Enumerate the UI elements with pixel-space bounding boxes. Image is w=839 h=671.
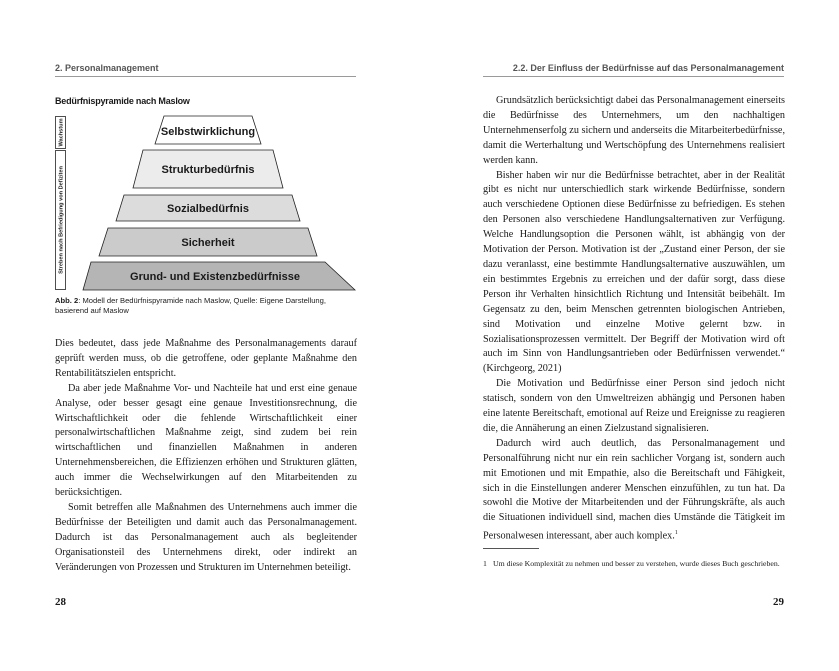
side-label-deficit: Streben nach Befriedigung von Defiziten (58, 166, 65, 274)
paragraph: Somit betreffen alle Maßnahmen des Unternehmens auch immer die Bedürfnisse der Beteiligten und damit auch das Personalmanagement. Dadurch ist das Personalmanagement auch als begleitender Organisationsteil des Unternehmens direkt, oder indirekt an Veränderungen von Prozessen und Strukturen im Unternehmen beteiligt. (55, 501, 357, 573)
page-number-left: 28 (55, 596, 66, 608)
running-header-left: 2. Personalmanagement (55, 63, 159, 73)
figure-caption (55, 296, 357, 316)
body-text-right (483, 94, 785, 545)
header-rule-left (55, 76, 356, 77)
paragraph: Die Motivation und Bedürfnisse einer Person sind jedoch nicht statisch, sondern von den Umweltreizen abhängig und Personen haben eine latente Bereitschaft, emotional auf Reize und Ereignisse zu reagieren die, die Annäherung an einen Zielzustand signalisieren. (483, 378, 785, 434)
footnote-text: Um diese Komplexität zu nehmen und besser zu verstehen, wurde dieses Buch geschrieben. (493, 559, 780, 568)
page-number-right: 29 (773, 596, 784, 608)
footnote-rule (483, 548, 539, 549)
maslow-pyramid (55, 112, 357, 292)
footnote-reference[interactable]: 1 (674, 530, 678, 537)
footnote-number: 1 (483, 559, 487, 568)
caption-text: : Modell der Bedürfnispyramide nach Maslow, Quelle: Eigene Darstellung, basierend auf Maslow (55, 296, 326, 315)
paragraph: Da aber jede Maßnahme Vor- und Nachteile hat und erst eine genaue Analyse, oder besser gesagt eine genaue Investitionsrechnung, die Wirtschaftlichkeit oder die fehlende Wirtschaftlichkeit einer personalwirtschaftlichen Maßnahme zeigt, sind zudem bei rein wirtschaftlichen und finanziellen Maßnahmen in anderen Unternehmensbereichen, die Effizienzen erhöhen und Strukturen glätten, auch immer die Wechselwirkungen auf den Mitarbeitenden zu berücksichtigen. (55, 382, 357, 499)
paragraph-text: Dadurch wird auch deutlich, das Personalmanagement und Personalführung nicht nur ein rein sachlicher Vorgang ist, sondern auch mit Emotionen und mit Empathie, also die Bereitschaft und Fähigkeit, sich in die Einstellungen anderer Menschen einzufühlen, zu tun hat. Da sowohl die Motive der Mitarbeitenden und der Führungskräfte, als auch die Situationen individuell sind, machen dies Umstände die Tätigkeit im Personalwesen interessant, aber auch komplex. (483, 437, 785, 542)
tier-label-2: Strukturbedürfnis (161, 164, 255, 176)
caption-label: Abb. 2 (55, 296, 79, 305)
tier-label-1: Selbstwirklichung (160, 126, 256, 138)
figure-title: Bedürfnispyramide nach Maslow (55, 96, 190, 106)
left-page (0, 0, 419, 671)
tier-label-3: Sozialbedürfnis (167, 203, 249, 215)
footnote (483, 558, 785, 569)
body-text-left (55, 337, 357, 576)
paragraph: Bisher haben wir nur die Bedürfnisse betrachtet, aber in der Realität gibt es nicht nur unterschiedlich stark wirkende Bedürfnisse, sondern auch verschiedene Optionen diese Bedürfnisse zu befriedigen. Es stehen den Personen also verschiedene Handlungsalternativen zur Verfügung. Welche Handlungsoption die Personen wählt, ist abhängig von der Motivation der Person. Motivation ist der „Zustand einer Person, der sie dazu veranlasst, eine bestimmte Handlungsalternative auszuwählen, um ein bestimmtes Ergebnis zu erreichen und der dafür sorgt, dass diese Person ihr Verhalten hinsichtlich Richtung und Intensität beibehält. Im Gegensatz zu den, beim Menschen getrennten biologischen Antrieben, sind Motivation und einzelne Motive gelernt bzw. in Sozialisationsprozessen vermittelt. Der Begriff der Motivation wird oft auch im Sinn von Handlungsantrieben oder Bedürfnissen verwendet.“ (Kirchgeorg, 2021) (483, 169, 785, 375)
tier-label-4: Sicherheit (181, 237, 235, 249)
paragraph: Grundsätzlich berücksichtigt dabei das Personalmanagement einerseits die Bedürfnisse des Unternehmers, um den nachhaltigen Unternehmenserfolg zu sichern und anderseits die Mitarbeiterbedürfnisse, damit die Werterhaltung und Wertschöpfung des Unternehmens realisiert werden kann. (483, 95, 785, 166)
header-rule-right (483, 76, 784, 77)
paragraph-with-footnote (483, 437, 785, 545)
paragraph: Dies bedeutet, dass jede Maßnahme des Personalmanagements darauf geprüft werden muss, ob die getroffene, oder geplante Maßnahme den Rentabilitätszielen entspricht. (55, 338, 357, 379)
tier-label-5: Grund- und Existenzbedürfnisse (130, 271, 300, 283)
right-page (420, 0, 839, 671)
running-header-right: 2.2. Der Einfluss der Bedürfnisse auf das Personalmanagement (512, 63, 784, 73)
side-label-growth: Wachstum (58, 118, 65, 147)
